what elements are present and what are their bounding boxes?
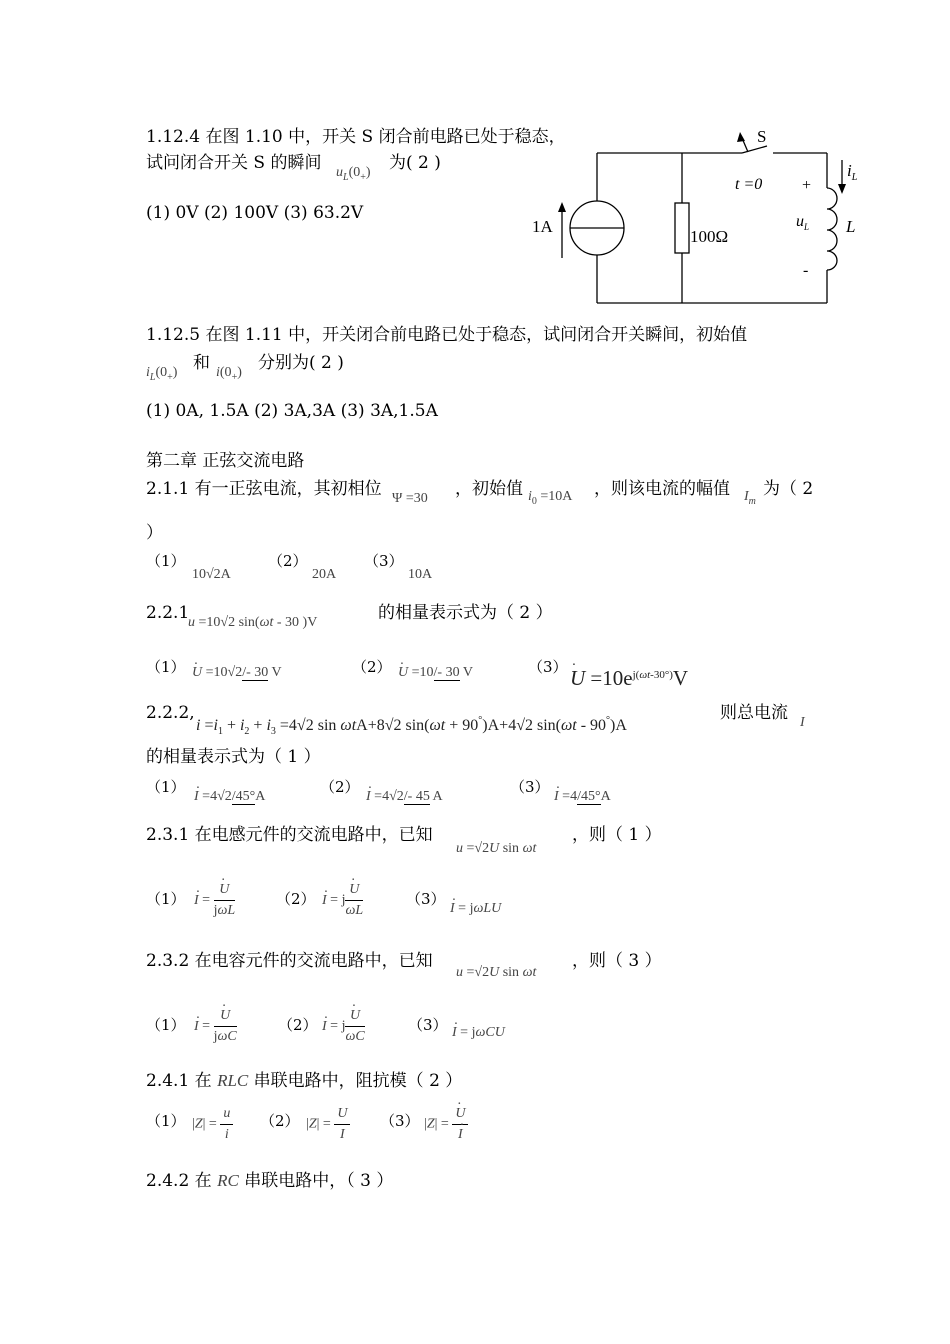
- q221-opt2-label: （2）: [352, 658, 392, 676]
- q222-opt1-label: （1）: [146, 778, 186, 796]
- q231-text: 2.3.1 在电感元件的交流电路中，已知: [146, 825, 433, 845]
- q241-opt2-label: （2）: [260, 1112, 300, 1130]
- q222-opt2-label: （2）: [320, 778, 360, 796]
- q232-opt3: · I = jωCU: [452, 1022, 505, 1044]
- q241-opt3-label: （3）: [380, 1112, 420, 1130]
- voltage-label: $u_L$: [796, 213, 810, 232]
- q232-opt1: · I = · $\frac{U}{\text{jωC}}$: [194, 1006, 237, 1047]
- q1124-options: (1) 0V (2) 100V (3) 63.2V: [146, 203, 364, 223]
- q242-line: [146, 1170, 393, 1192]
- q1125-answer: 分别为( 2 ): [258, 353, 344, 373]
- q241-opt1-label: （1）: [146, 1112, 186, 1130]
- q241-opt1: |Z| = $\frac{u}{i}$: [192, 1104, 233, 1145]
- q231-post: ，则（ 1 ）: [572, 825, 662, 845]
- q211-expr-psi: Ψ =30: [392, 491, 428, 506]
- q1125-options: (1) 0A, 1.5A (2) 3A,3A (3) 3A,1.5A: [146, 401, 438, 421]
- q1124-line1: 1.12.4 在图 1.10 中，开关 S 闭合前电路已处于稳态，: [146, 127, 566, 147]
- q241-line: [146, 1070, 462, 1092]
- q232-opt3-label: （3）: [408, 1016, 448, 1034]
- q242-var: RC: [217, 1171, 239, 1190]
- q1124-line2: [146, 152, 321, 174]
- q241-opt2: |Z| = $\frac{U}{I}$: [306, 1104, 350, 1145]
- q211-opt3: 10A: [408, 567, 433, 582]
- q231-opt1: · I = · $\frac{U}{\text{jωL}}$: [194, 880, 235, 921]
- inductor-label: L: [846, 217, 856, 236]
- q232-text: 2.3.2 在电容元件的交流电路中，已知: [146, 951, 433, 971]
- q231-opt1-label: （1）: [146, 890, 186, 908]
- inductor-icon: [827, 188, 837, 270]
- q231-expr: u =√2U sin ωt: [456, 841, 537, 856]
- source-label: 1A: [532, 217, 553, 236]
- q1124-answer: 为( 2 ): [389, 153, 441, 173]
- q232-opt2: · I = j · $\frac{U}{\omega C}$: [322, 1006, 365, 1047]
- q221-opt1: · U =10√2/- 30 V: [192, 662, 282, 684]
- q211-opt3-label: （3）: [364, 552, 404, 570]
- q232-expr: u =√2U sin ωt: [456, 965, 537, 980]
- q222-opt3-label: （3）: [510, 778, 550, 796]
- q231-opt2: · I = j · $\frac{U}{\omega L}$: [322, 880, 363, 921]
- resistor-icon: [675, 203, 689, 253]
- q221-opt1-label: （1）: [146, 658, 186, 676]
- q211-opt1-label: （1）: [146, 552, 186, 570]
- q222-var: I: [800, 715, 805, 730]
- resistor-label: 100Ω: [690, 227, 729, 246]
- q232-post: ，则（ 3 ）: [572, 951, 662, 971]
- chapter-heading: 第二章 正弦交流电路: [146, 451, 305, 471]
- q221-expr: u =10√2 sin(ωt - 30 )V: [188, 615, 318, 630]
- q211-part1: 2.1.1 有一正弦电流，其初相位: [146, 479, 382, 499]
- q221-opt2: · U =10/- 30 V: [398, 662, 473, 684]
- q211-part2: ，初始值: [455, 479, 523, 499]
- q211-expr-im: $I_m$: [744, 489, 756, 507]
- q1125-line1: 1.12.5 在图 1.11 中，开关闭合前电路已处于稳态，试问闭合开关瞬间，初始值: [146, 325, 748, 345]
- q211-part4: 为（ 2: [763, 479, 814, 499]
- q211-opt1: 10√2A: [192, 567, 231, 582]
- voltage-plus: +: [802, 177, 812, 194]
- q241-pre: 2.4.1 在: [146, 1071, 212, 1091]
- q221-text: 的相量表示式为（ 2 ）: [378, 603, 553, 623]
- q241-opt3: |Z| = · U · I: [424, 1104, 468, 1145]
- q222-text: 则总电流: [720, 703, 788, 723]
- q232-opt2-label: （2）: [278, 1016, 318, 1034]
- circuit-diagram-fig-1-10: [520, 120, 870, 310]
- q231-opt3-label: （3）: [406, 890, 446, 908]
- q211-part3: ，则该电流的幅值: [594, 479, 730, 499]
- q222-opt2: · I =4√2/- 45 A: [366, 786, 443, 808]
- q222-opt3: · I =4/45°A: [554, 786, 611, 808]
- q222-expr: $i =i_1 + i_2 + i_3 =4√2$ sin ωtA+8√2 sin(ωt + 90°)A+4√2 sin(ωt - 90°)A: [196, 715, 627, 737]
- q1124-expr-uL0: $u_L(0_+)$: [336, 165, 371, 183]
- q232-opt1-label: （1）: [146, 1016, 186, 1034]
- q221-opt3-label: （3）: [528, 658, 568, 676]
- q211-expr-i0: $i_0 =10A$: [528, 489, 573, 507]
- q222-num: 2.2.2,: [146, 703, 195, 723]
- q1125-expr-iL0: $i_L(0_+)$: [146, 365, 178, 383]
- switch-label: S: [757, 127, 767, 146]
- current-source-icon: [558, 201, 624, 258]
- q1125-and: 和: [193, 353, 210, 373]
- voltage-minus: -: [803, 262, 809, 279]
- switch-time-label: t =0: [735, 176, 763, 193]
- q1125-expr-i0: $i(0_+)$: [216, 365, 242, 383]
- q222-line2: 的相量表示式为（ 1 ）: [146, 747, 321, 767]
- q221-num: 2.2.1: [146, 603, 190, 623]
- q222-opt1: · I =4√2/45°A: [194, 786, 265, 808]
- q211-close: ）: [146, 523, 163, 543]
- current-arrow-icon: [838, 160, 846, 194]
- current-label: $i_L$: [847, 161, 858, 183]
- q211-opt2-label: （2）: [268, 552, 308, 570]
- q231-opt3: · I = jωLU: [450, 898, 501, 920]
- q221-opt3: · $U =10e^{j(\omega t-30^\circ)}V$: [570, 664, 688, 689]
- q231-opt2-label: （2）: [276, 890, 316, 908]
- q242-post: 串联电路中，（ 3 ）: [244, 1171, 394, 1191]
- q242-pre: 2.4.2 在: [146, 1171, 212, 1191]
- q241-post: 串联电路中，阻抗模（ 2 ）: [253, 1071, 463, 1091]
- q211-opt2: 20A: [312, 567, 337, 582]
- q241-var: RLC: [217, 1071, 249, 1090]
- q1124-line2-text: 试问闭合开关 S 的瞬间: [146, 153, 322, 173]
